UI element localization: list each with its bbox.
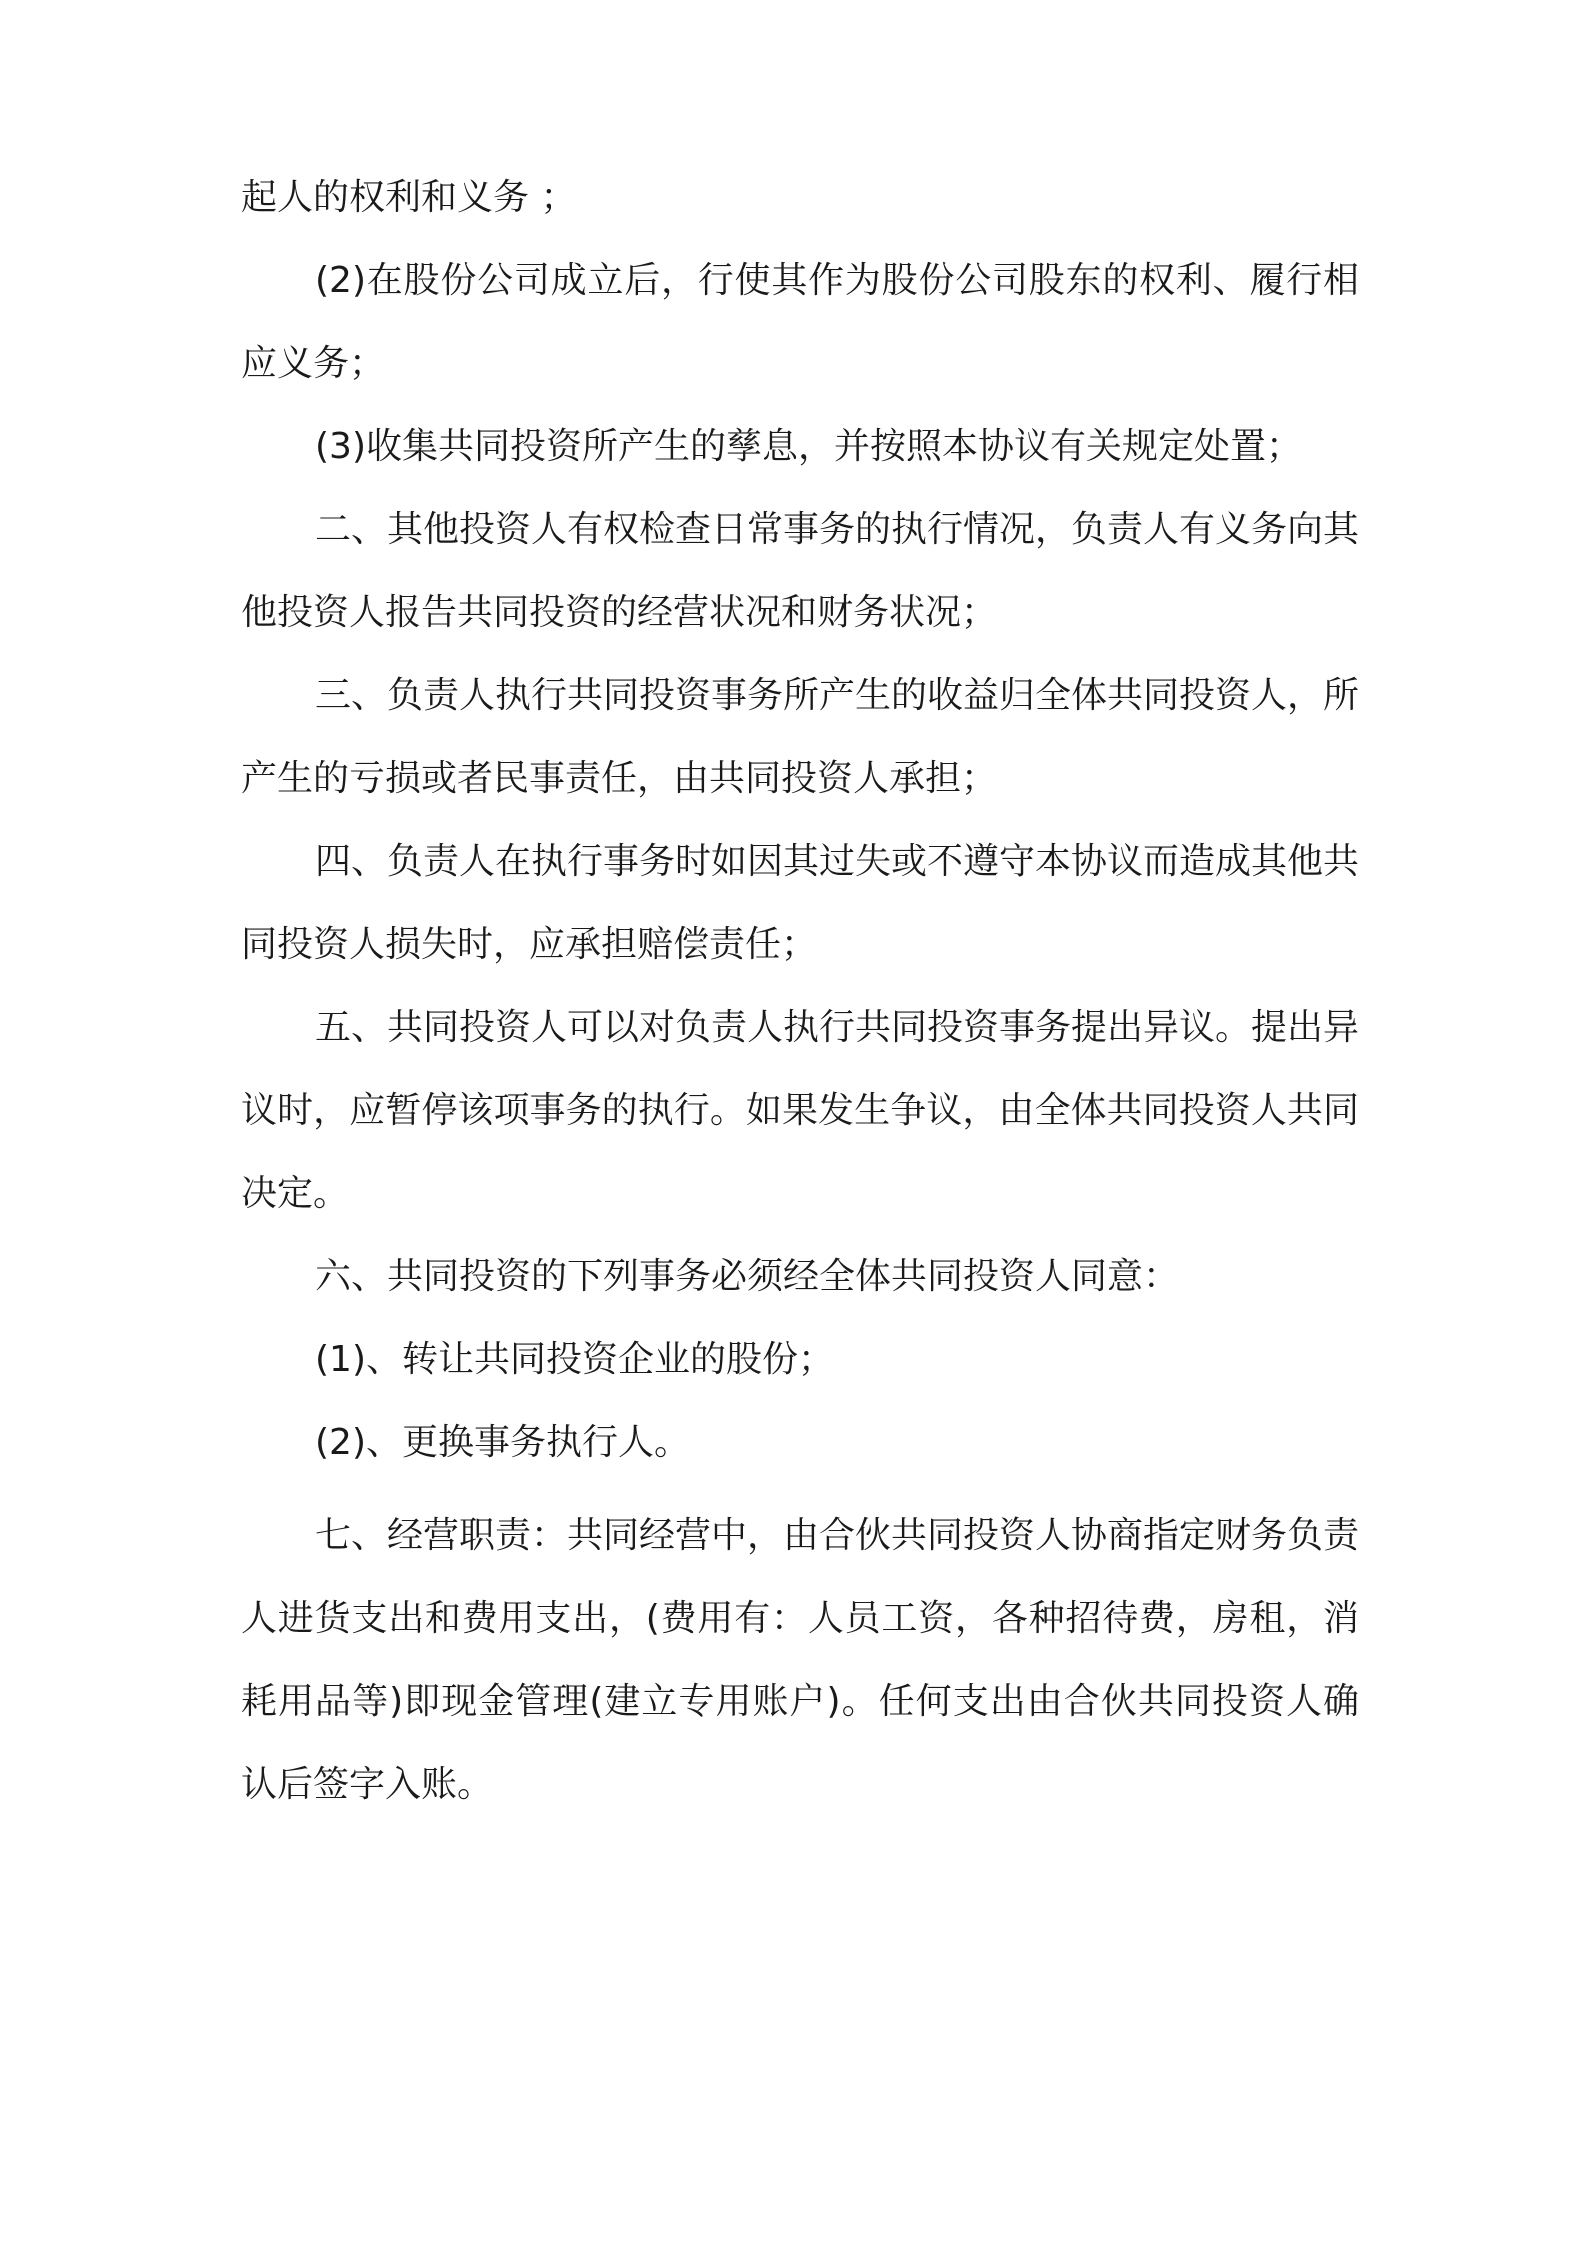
- paragraph-clause-5-objection: 五、共同投资人可以对负责人执行共同投资事务提出异议。提出异议时，应暂停该项事务的执行。如果发生争议，由全体共同投资人共同决定。: [241, 1007, 1360, 1214]
- document-body: [241, 156, 1359, 1826]
- paragraph-clause-6-consent: 六、共同投资的下列事务必须经全体共同投资人同意：: [315, 1256, 1180, 1297]
- paragraph-clause-7-duties: 七、经营职责：共同经营中，由合伙共同投资人协商指定财务负责人进货支出和费用支出，(费用有：人员工资，各种招待费，房租，消耗用品等)即现金管理(建立专用账户)。任何支出由合伙共同投资人确认后签字入账。: [241, 1515, 1360, 1805]
- paragraph-clause-2-inspection: 二、其他投资人有权检查日常事务的执行情况，负责人有义务向其他投资人报告共同投资的经营状况和财务状况；: [241, 509, 1360, 633]
- paragraph-rights-continuation: 起人的权利和义务 ；: [241, 177, 577, 218]
- paragraph-clause-4-liability: 四、负责人在执行事务时如因其过失或不遵守本协议而造成其他共同投资人损失时，应承担赔偿责任；: [241, 841, 1360, 965]
- paragraph-item-3-interest: (3)收集共同投资所产生的孳息，并按照本协议有关规定处置；: [315, 426, 1302, 467]
- paragraph-item-2-shareholder: (2)在股份公司成立后，行使其作为股份公司股东的权利、履行相应义务；: [241, 260, 1359, 384]
- paragraph-consent-item-2: (2)、更换事务执行人。: [315, 1422, 690, 1463]
- paragraph-consent-item-1: (1)、转让共同投资企业的股份；: [315, 1339, 834, 1380]
- paragraph-clause-3-profit-loss: 三、负责人执行共同投资事务所产生的收益归全体共同投资人，所产生的亏损或者民事责任，由共同投资人承担；: [241, 675, 1360, 799]
